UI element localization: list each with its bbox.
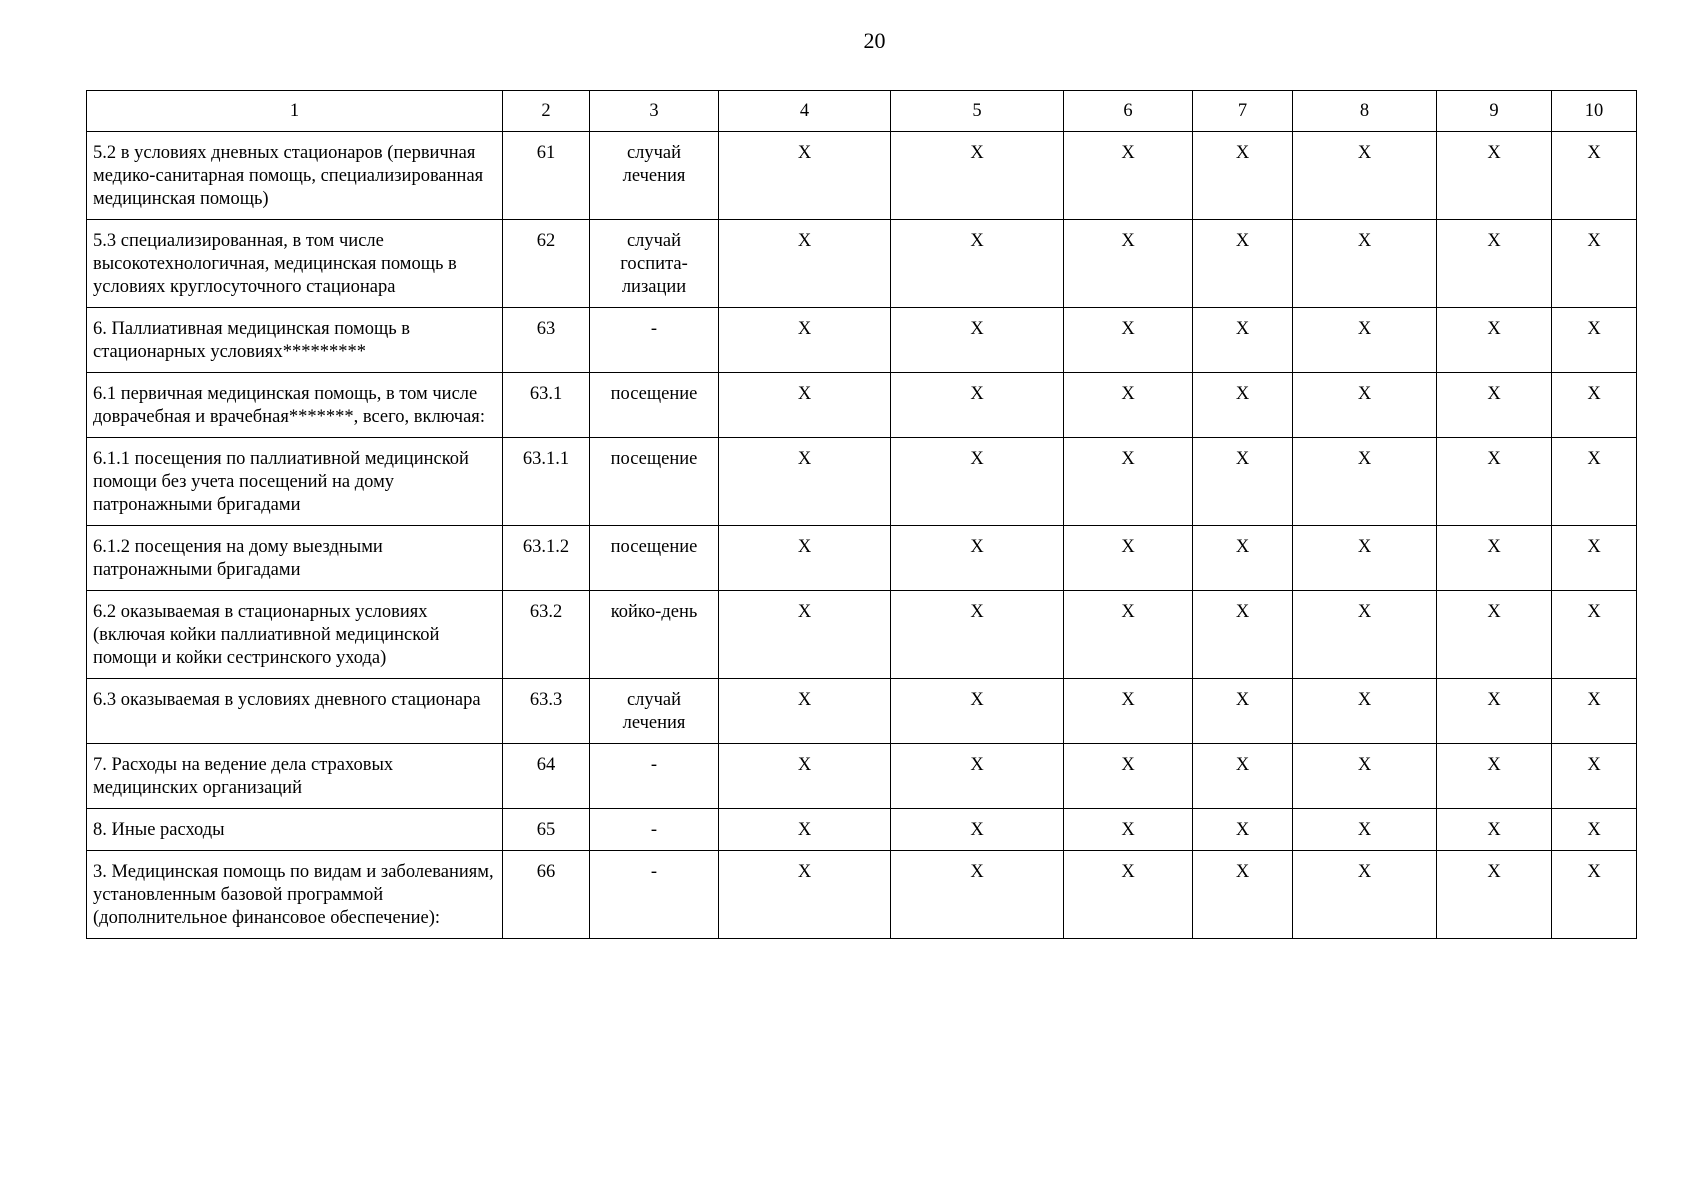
table-row — [87, 851, 1637, 939]
row-value-cell: X — [1552, 591, 1637, 679]
column-header: 3 — [590, 91, 719, 132]
row-value-cell: X — [719, 851, 891, 939]
row-value-cell: X — [1064, 308, 1193, 373]
column-header: 10 — [1552, 91, 1637, 132]
row-value-cell: X — [1437, 220, 1552, 308]
row-name-cell: 5.2 в условиях дневных стационаров (первичная медико-санитарная помощь, специализированная медицинская помощь) — [87, 132, 503, 220]
row-value-cell: X — [719, 373, 891, 438]
row-value-cell: X — [1552, 679, 1637, 744]
row-value-cell: X — [891, 851, 1064, 939]
row-value-cell: X — [719, 220, 891, 308]
row-value-cell: X — [1293, 308, 1437, 373]
row-value-cell: X — [719, 744, 891, 809]
row-value-cell: X — [1293, 220, 1437, 308]
column-header: 1 — [87, 91, 503, 132]
row-code-cell: 63.2 — [503, 591, 590, 679]
row-unit-cell: посещение — [590, 526, 719, 591]
row-unit-cell: - — [590, 851, 719, 939]
row-value-cell: X — [1437, 373, 1552, 438]
row-value-cell: X — [1437, 438, 1552, 526]
table-row — [87, 438, 1637, 526]
row-code-cell: 63.1.1 — [503, 438, 590, 526]
row-unit-cell: случай лечения — [590, 679, 719, 744]
row-value-cell: X — [719, 679, 891, 744]
table-row — [87, 132, 1637, 220]
row-unit-cell: случай лечения — [590, 132, 719, 220]
table-row — [87, 744, 1637, 809]
row-value-cell: X — [1064, 744, 1193, 809]
row-value-cell: X — [719, 591, 891, 679]
row-value-cell: X — [1437, 809, 1552, 851]
row-value-cell: X — [891, 373, 1064, 438]
row-value-cell: X — [1193, 220, 1293, 308]
table-row — [87, 591, 1637, 679]
row-value-cell: X — [1437, 744, 1552, 809]
table-body — [87, 132, 1637, 939]
row-value-cell: X — [1064, 220, 1193, 308]
row-code-cell: 63.3 — [503, 679, 590, 744]
row-name-cell: 6.3 оказываемая в условиях дневного стационара — [87, 679, 503, 744]
row-code-cell: 65 — [503, 809, 590, 851]
row-value-cell: X — [1437, 526, 1552, 591]
row-code-cell: 62 — [503, 220, 590, 308]
row-value-cell: X — [1193, 132, 1293, 220]
row-value-cell: X — [1552, 438, 1637, 526]
row-value-cell: X — [1293, 744, 1437, 809]
row-value-cell: X — [1064, 809, 1193, 851]
row-code-cell: 66 — [503, 851, 590, 939]
row-name-cell: 7. Расходы на ведение дела страховых медицинских организаций — [87, 744, 503, 809]
header-row — [87, 91, 1637, 132]
row-value-cell: X — [1552, 851, 1637, 939]
row-value-cell: X — [719, 308, 891, 373]
row-value-cell: X — [891, 679, 1064, 744]
row-value-cell: X — [1552, 308, 1637, 373]
row-value-cell: X — [1293, 132, 1437, 220]
row-value-cell: X — [1552, 809, 1637, 851]
row-value-cell: X — [719, 526, 891, 591]
row-code-cell: 61 — [503, 132, 590, 220]
row-value-cell: X — [1193, 809, 1293, 851]
row-name-cell: 6.1.2 посещения на дому выездными патронажными бригадами — [87, 526, 503, 591]
row-name-cell: 6.1 первичная медицинская помощь, в том числе доврачебная и врачебная*******, всего, включая: — [87, 373, 503, 438]
row-value-cell: X — [1064, 526, 1193, 591]
column-header: 2 — [503, 91, 590, 132]
row-value-cell: X — [719, 809, 891, 851]
row-value-cell: X — [891, 809, 1064, 851]
row-code-cell: 63 — [503, 308, 590, 373]
row-value-cell: X — [1552, 744, 1637, 809]
row-value-cell: X — [891, 526, 1064, 591]
table-row — [87, 373, 1637, 438]
row-value-cell: X — [1064, 591, 1193, 679]
row-value-cell: X — [891, 132, 1064, 220]
row-value-cell: X — [1064, 438, 1193, 526]
row-value-cell: X — [719, 438, 891, 526]
row-value-cell: X — [1193, 373, 1293, 438]
column-header: 4 — [719, 91, 891, 132]
row-value-cell: X — [1293, 373, 1437, 438]
row-value-cell: X — [1193, 851, 1293, 939]
row-unit-cell: - — [590, 308, 719, 373]
row-value-cell: X — [1293, 679, 1437, 744]
row-value-cell: X — [1437, 679, 1552, 744]
table-row — [87, 220, 1637, 308]
data-table — [86, 90, 1637, 939]
row-value-cell: X — [1193, 526, 1293, 591]
table-row — [87, 308, 1637, 373]
column-header: 7 — [1193, 91, 1293, 132]
row-value-cell: X — [1293, 809, 1437, 851]
row-value-cell: X — [1064, 132, 1193, 220]
page-number: 20 — [863, 28, 886, 53]
row-unit-cell: - — [590, 809, 719, 851]
row-value-cell: X — [1437, 591, 1552, 679]
row-code-cell: 63.1 — [503, 373, 590, 438]
row-value-cell: X — [1293, 526, 1437, 591]
row-name-cell: 8. Иные расходы — [87, 809, 503, 851]
row-name-cell: 6.1.1 посещения по паллиативной медицинской помощи без учета посещений на дому патронажными бригадами — [87, 438, 503, 526]
row-value-cell: X — [1293, 438, 1437, 526]
row-value-cell: X — [1552, 132, 1637, 220]
column-header: 8 — [1293, 91, 1437, 132]
row-value-cell: X — [1064, 679, 1193, 744]
row-name-cell: 6. Паллиативная медицинская помощь в стационарных условиях********* — [87, 308, 503, 373]
row-value-cell: X — [1552, 373, 1637, 438]
row-unit-cell: посещение — [590, 438, 719, 526]
row-value-cell: X — [1193, 438, 1293, 526]
row-name-cell: 3. Медицинская помощь по видам и заболеваниям, установленным базовой программой (дополнительное финансовое обеспечение): — [87, 851, 503, 939]
row-value-cell: X — [891, 591, 1064, 679]
row-value-cell: X — [891, 438, 1064, 526]
column-header: 5 — [891, 91, 1064, 132]
row-code-cell: 63.1.2 — [503, 526, 590, 591]
column-header: 6 — [1064, 91, 1193, 132]
row-name-cell: 5.3 специализированная, в том числе высокотехнологичная, медицинская помощь в условиях круглосуточного стационара — [87, 220, 503, 308]
row-value-cell: X — [891, 744, 1064, 809]
row-unit-cell: койко-день — [590, 591, 719, 679]
table-row — [87, 679, 1637, 744]
column-header: 9 — [1437, 91, 1552, 132]
row-name-cell: 6.2 оказываемая в стационарных условиях (включая койки паллиативной медицинской помощи и койки сестринского ухода) — [87, 591, 503, 679]
row-value-cell: X — [1064, 373, 1193, 438]
row-value-cell: X — [1437, 132, 1552, 220]
row-unit-cell: - — [590, 744, 719, 809]
table-header — [87, 91, 1637, 132]
row-value-cell: X — [1437, 308, 1552, 373]
row-value-cell: X — [1552, 526, 1637, 591]
row-value-cell: X — [1193, 679, 1293, 744]
row-code-cell: 64 — [503, 744, 590, 809]
table-row — [87, 809, 1637, 851]
row-value-cell: X — [1193, 591, 1293, 679]
row-unit-cell: посещение — [590, 373, 719, 438]
row-value-cell: X — [1293, 851, 1437, 939]
row-value-cell: X — [1437, 851, 1552, 939]
row-value-cell: X — [891, 308, 1064, 373]
row-value-cell: X — [891, 220, 1064, 308]
row-unit-cell: случай госпита-лизации — [590, 220, 719, 308]
row-value-cell: X — [1552, 220, 1637, 308]
row-value-cell: X — [1064, 851, 1193, 939]
row-value-cell: X — [1193, 308, 1293, 373]
row-value-cell: X — [1193, 744, 1293, 809]
row-value-cell: X — [719, 132, 891, 220]
table-row — [87, 526, 1637, 591]
row-value-cell: X — [1293, 591, 1437, 679]
